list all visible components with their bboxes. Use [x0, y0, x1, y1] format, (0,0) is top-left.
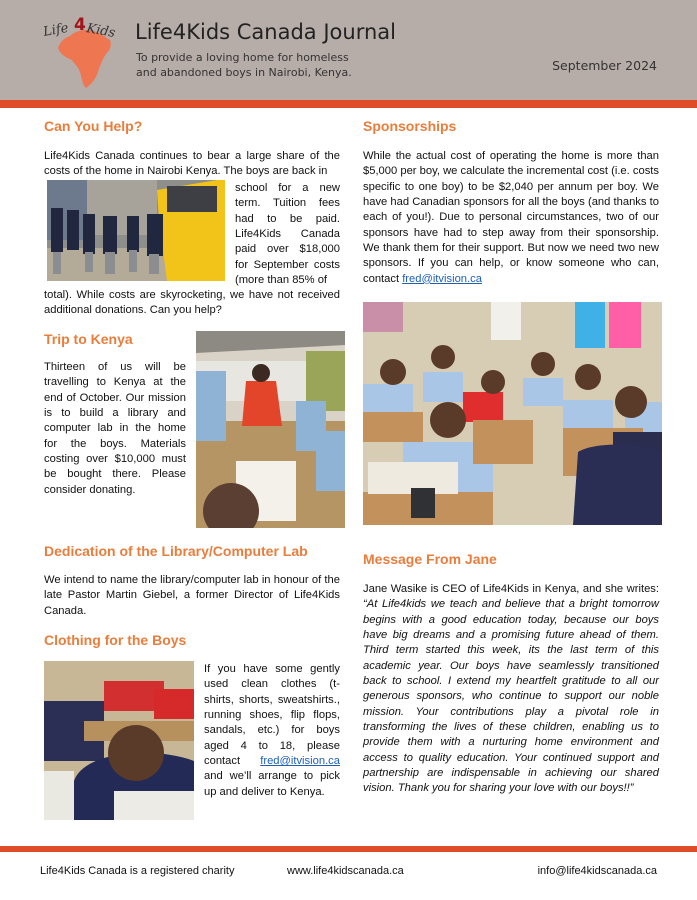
- journal-title: Life4Kids Canada Journal: [135, 20, 396, 44]
- sponsorships-body-text: While the actual cost of operating the home is more than $5,000 per boy, we calculate the incremental cost (i.e. costs specific to one boy) to be $2,040 per annum per boy. We have had Canadian sponsors for all the boys (and thanks to each of you!). Due to personal circumstances, two of our sponsors have had to step away from their sponsorship. We thank them for their support. But now we need two new sponsors. If you can help, or know someone who can, contact: [363, 150, 659, 285]
- clothing-contact-email-link[interactable]: fred@itvision.ca: [260, 755, 340, 768]
- heading-dedication: Dedication of the Library/Computer Lab: [44, 543, 308, 559]
- clothing-body-closing: and we’ll arrange to pick up and deliver to Kenya.: [204, 770, 340, 798]
- dedication-body: We intend to name the library/computer lab in honour of the late Pastor Martin Giebel, a former Director of Life4Kids Canada.: [44, 574, 340, 617]
- footer-divider: [0, 846, 697, 852]
- photo-children-studying-outdoors-icon: [196, 331, 345, 528]
- heading-sponsorships: Sponsorships: [363, 118, 457, 134]
- masthead: [0, 0, 697, 100]
- tagline-line-1: To provide a loving home for homeless: [136, 51, 349, 64]
- can-you-help-beside-photo: school for a new term. Tuition fees had to be paid. Life4Kids Canada paid over $18,000 for September costs (more than 85% of: [235, 182, 340, 287]
- header-divider: [0, 100, 697, 108]
- trip-to-kenya-body: Thirteen of us will be travelling to Kenya at the end of October. Our mission is to build a library and computer lab in the home for the boys. Materials costing over $10,000 must be bought there. Please consider donating.: [44, 361, 186, 496]
- footer-email-link[interactable]: info@life4kidscanada.ca: [537, 865, 657, 877]
- can-you-help-intro: Life4Kids Canada continues to bear a large share of the costs of the home in Nairobi Kenya. The boys are back in: [44, 150, 340, 178]
- sponsorships-body: [363, 149, 659, 287]
- svg-text:Life: Life: [42, 20, 70, 40]
- can-you-help-closing: total). While costs are skyrocketing, we have not received additional donations. Can you help?: [44, 289, 340, 317]
- photo-boys-boarding-school-bus-icon: [47, 180, 225, 281]
- svg-text:4: 4: [74, 15, 86, 35]
- jane-quote: “At Life4kids we teach and believe that a bright tomorrow begins with a good education today, because our boys have big dreams and a promising future ahead of them. Third term started this week, its the last term of this academic year. Our boys have seamlessly transitioned back to school. I extend my heartfelt gratitude to all our generous sponsors, who continue to support our noble mission. Your contributions play a pivotal role in transforming the lives of these children, enabling us to provide them with a nurturing home environment and access to quality education. Your continued support and partnership are indispensable in achieving our shared vision. Thank you for sharing your love with our boys!!”: [363, 598, 659, 795]
- clothing-body-text: If you have some gently used clean clothes (t-shirts, shorts, sweatshirts., running shoes, flip flops, sandals, etc.) for boys aged 4 to 18, please contact: [204, 663, 340, 768]
- heading-message-from-jane: Message From Jane: [363, 551, 497, 567]
- heading-can-you-help: Can You Help?: [44, 118, 143, 134]
- life4kids-africa-logo-icon: [40, 14, 125, 92]
- heading-clothing: Clothing for the Boys: [44, 632, 187, 648]
- tagline-line-2: and abandoned boys in Nairobi, Kenya.: [136, 66, 352, 79]
- issue-date: September 2024: [552, 58, 657, 73]
- footer-charity-statement: Life4Kids Canada is a registered charity: [40, 865, 235, 877]
- sponsorships-contact-email-link[interactable]: fred@itvision.ca: [402, 272, 482, 285]
- message-from-jane-body: [363, 582, 659, 797]
- tagline: [136, 50, 396, 80]
- photo-classroom-children-icon: [363, 302, 662, 525]
- photo-smiling-boy-at-desk-icon: [44, 661, 194, 820]
- heading-trip-to-kenya: Trip to Kenya: [44, 331, 133, 347]
- jane-intro: Jane Wasike is CEO of Life4Kids in Kenya, and she writes:: [363, 583, 659, 595]
- svg-text:Kids: Kids: [85, 21, 117, 41]
- footer-website-link[interactable]: www.life4kidscanada.ca: [287, 865, 404, 877]
- clothing-body: [204, 662, 340, 800]
